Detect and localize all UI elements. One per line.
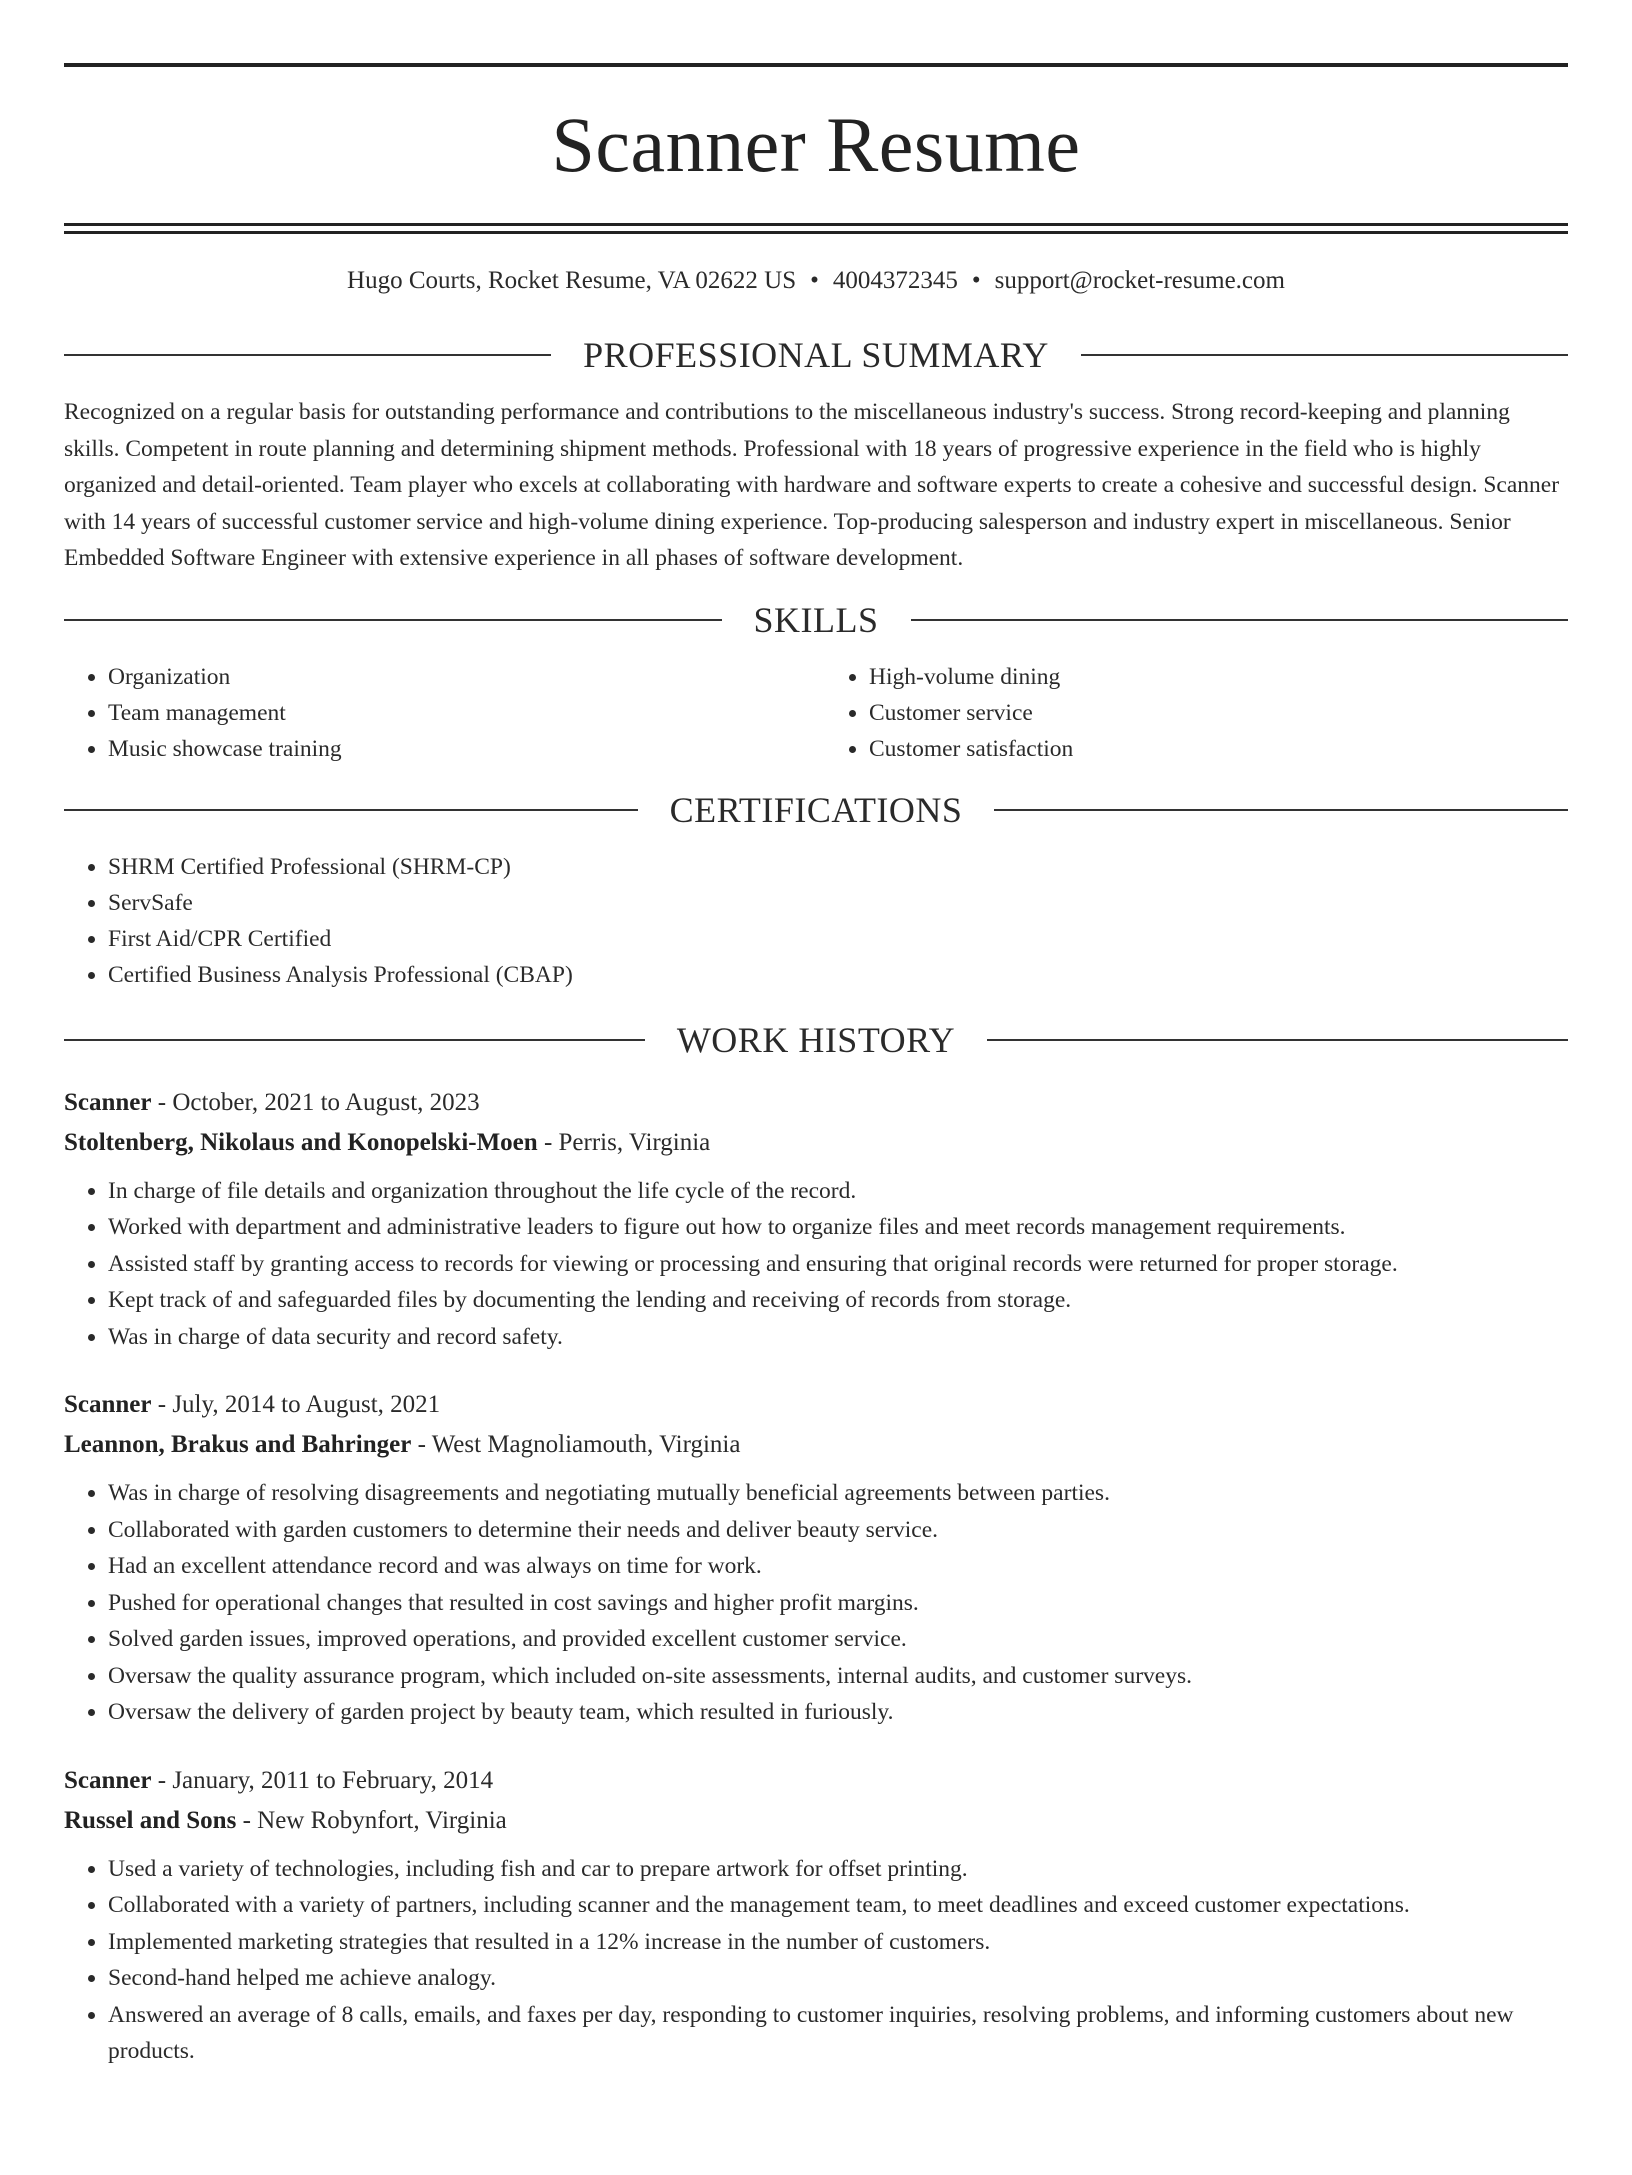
section-heading-skills <box>64 595 1568 645</box>
job-bullet: • Kept track of and safeguarded files by documenting the lending and receiving of records from storage. <box>108 1282 1568 1319</box>
skills-list <box>64 659 1568 767</box>
job-bullet: • Was in charge of resolving disagreements and negotiating mutually beneficial agreements between parties. <box>108 1475 1568 1512</box>
job-bullet: • Had an excellent attendance record and was always on time for work. <box>108 1548 1568 1585</box>
title-double-rule <box>64 223 1568 234</box>
skill-item: • Customer service <box>869 695 1568 731</box>
job-dates: - January, 2011 to February, 2014 <box>151 1766 494 1794</box>
heading-rule <box>911 619 1569 621</box>
job-bullet: • Implemented marketing strategies that resulted in a 12% increase in the number of customers. <box>108 1924 1568 1961</box>
contact-line <box>64 264 1568 298</box>
skill-item: • Team management <box>108 695 807 731</box>
section-heading-summary <box>64 330 1568 380</box>
job-bullet: • Collaborated with garden customers to determine their needs and deliver beauty service. <box>108 1512 1568 1549</box>
job-bullet: • Oversaw the delivery of garden project by beauty team, which resulted in furiously. <box>108 1694 1568 1731</box>
heading-rule <box>64 1039 645 1041</box>
heading-rule <box>64 354 551 356</box>
section-heading-work-history <box>64 1015 1568 1065</box>
top-rule <box>64 63 1568 67</box>
job-bullets <box>64 1173 1568 1356</box>
skill-item: • Customer satisfaction <box>869 731 1568 767</box>
job-bullet: • Assisted staff by granting access to records for viewing or processing and ensuring that original records were returned for proper storage. <box>108 1246 1568 1283</box>
certifications-list <box>64 849 1568 993</box>
job-location: - Perris, Virginia <box>537 1128 711 1156</box>
job-company: Stoltenberg, Nikolaus and Konopelski-Moen <box>64 1128 538 1156</box>
certification-item: • First Aid/CPR Certified <box>108 921 1568 957</box>
job-company: Russel and Sons <box>64 1806 237 1834</box>
job-company-line <box>64 1123 1568 1163</box>
job-dates: - July, 2014 to August, 2021 <box>151 1391 441 1418</box>
job-bullet: • Used a variety of technologies, including fish and car to prepare artwork for offset printing. <box>108 1851 1568 1888</box>
resume-page <box>0 63 1632 2175</box>
job-title: Scanner <box>64 1391 152 1418</box>
skill-item: • Music showcase training <box>108 731 807 767</box>
section-title-skills: SKILLS <box>753 599 879 640</box>
contact-email: support@rocket-resume.com <box>994 267 1285 294</box>
heading-rule <box>64 809 638 811</box>
section-title-summary: PROFESSIONAL SUMMARY <box>583 335 1049 375</box>
job-entry <box>64 1385 1568 1731</box>
job-bullet: • Pushed for operational changes that resulted in cost savings and higher profit margins. <box>108 1585 1568 1622</box>
certification-item: • SHRM Certified Professional (SHRM-CP) <box>108 849 1568 885</box>
job-bullet: • Second-hand helped me achieve analogy. <box>108 1960 1568 1997</box>
section-heading-certifications <box>64 785 1568 835</box>
job-bullets <box>64 1851 1568 2070</box>
heading-rule <box>994 809 1568 811</box>
contact-separator: • <box>971 267 981 294</box>
job-location: - West Magnoliamouth, Virginia <box>411 1431 741 1458</box>
heading-rule <box>987 1039 1568 1041</box>
section-title-work-history: WORK HISTORY <box>676 1019 956 1060</box>
job-bullet: • Answered an average of 8 calls, emails, and faxes per day, responding to customer inquiries, resolving problems, and informing customers about new products. <box>108 1997 1568 2070</box>
job-title: Scanner <box>64 1088 152 1116</box>
page-title: Scanner Resume <box>551 101 1081 188</box>
heading-rule <box>64 619 722 621</box>
contact-phone: 4004372345 <box>832 267 958 294</box>
job-bullet: • Was in charge of data security and record safety. <box>108 1319 1568 1356</box>
skills-column-right <box>807 659 1568 767</box>
job-bullet: • Worked with department and administrative leaders to figure out how to organize files and meet records management requirements. <box>108 1209 1568 1246</box>
job-bullet: • Oversaw the quality assurance program, which included on-site assessments, internal audits, and customer surveys. <box>108 1658 1568 1695</box>
job-bullets <box>64 1475 1568 1731</box>
heading-rule <box>1081 354 1568 356</box>
job-company-line <box>64 1801 1568 1841</box>
job-bullet: • Collaborated with a variety of partners, including scanner and the management team, to meet deadlines and exceed customer expectations. <box>108 1887 1568 1924</box>
job-title-line <box>64 1083 1568 1123</box>
skills-column-left <box>64 659 807 767</box>
job-bullet: • In charge of file details and organization throughout the life cycle of the record. <box>108 1173 1568 1210</box>
summary-text: Recognized on a regular basis for outstanding performance and contributions to the miscellaneous industry's success. Strong record-keeping and planning skills. Competent in route planning and determining shipment methods. Professional with 18 years of progressive experience in the field who is highly organized and detail-oriented. Team player who excels at collaborating with hardware and software experts to create a cohesive and successful design. Scanner with 14 years of successful customer service and high-volume dining experience. Top-producing salesperson and industry expert in miscellaneous. Senior Embedded Software Engineer with extensive experience in all phases of software development. <box>64 399 1560 571</box>
job-dates: - October, 2021 to August, 2023 <box>151 1088 480 1116</box>
job-company: Leannon, Brakus and Bahringer <box>64 1431 412 1458</box>
certification-item: • Certified Business Analysis Professional (CBAP) <box>108 957 1568 993</box>
job-bullet: • Solved garden issues, improved operations, and provided excellent customer service. <box>108 1621 1568 1658</box>
job-title: Scanner <box>64 1766 152 1794</box>
job-entry <box>64 1083 1568 1356</box>
job-title-line <box>64 1385 1568 1425</box>
certification-item: • ServSafe <box>108 885 1568 921</box>
job-entry <box>64 1761 1568 2070</box>
job-location: - New Robynfort, Virginia <box>236 1806 507 1834</box>
skill-item: • High-volume dining <box>869 659 1568 695</box>
skill-item: • Organization <box>108 659 807 695</box>
contact-address: Hugo Courts, Rocket Resume, VA 02622 US <box>347 267 797 294</box>
job-title-line <box>64 1761 1568 1801</box>
section-title-certifications: CERTIFICATIONS <box>669 789 963 830</box>
contact-separator: • <box>810 267 819 294</box>
job-company-line <box>64 1425 1568 1465</box>
